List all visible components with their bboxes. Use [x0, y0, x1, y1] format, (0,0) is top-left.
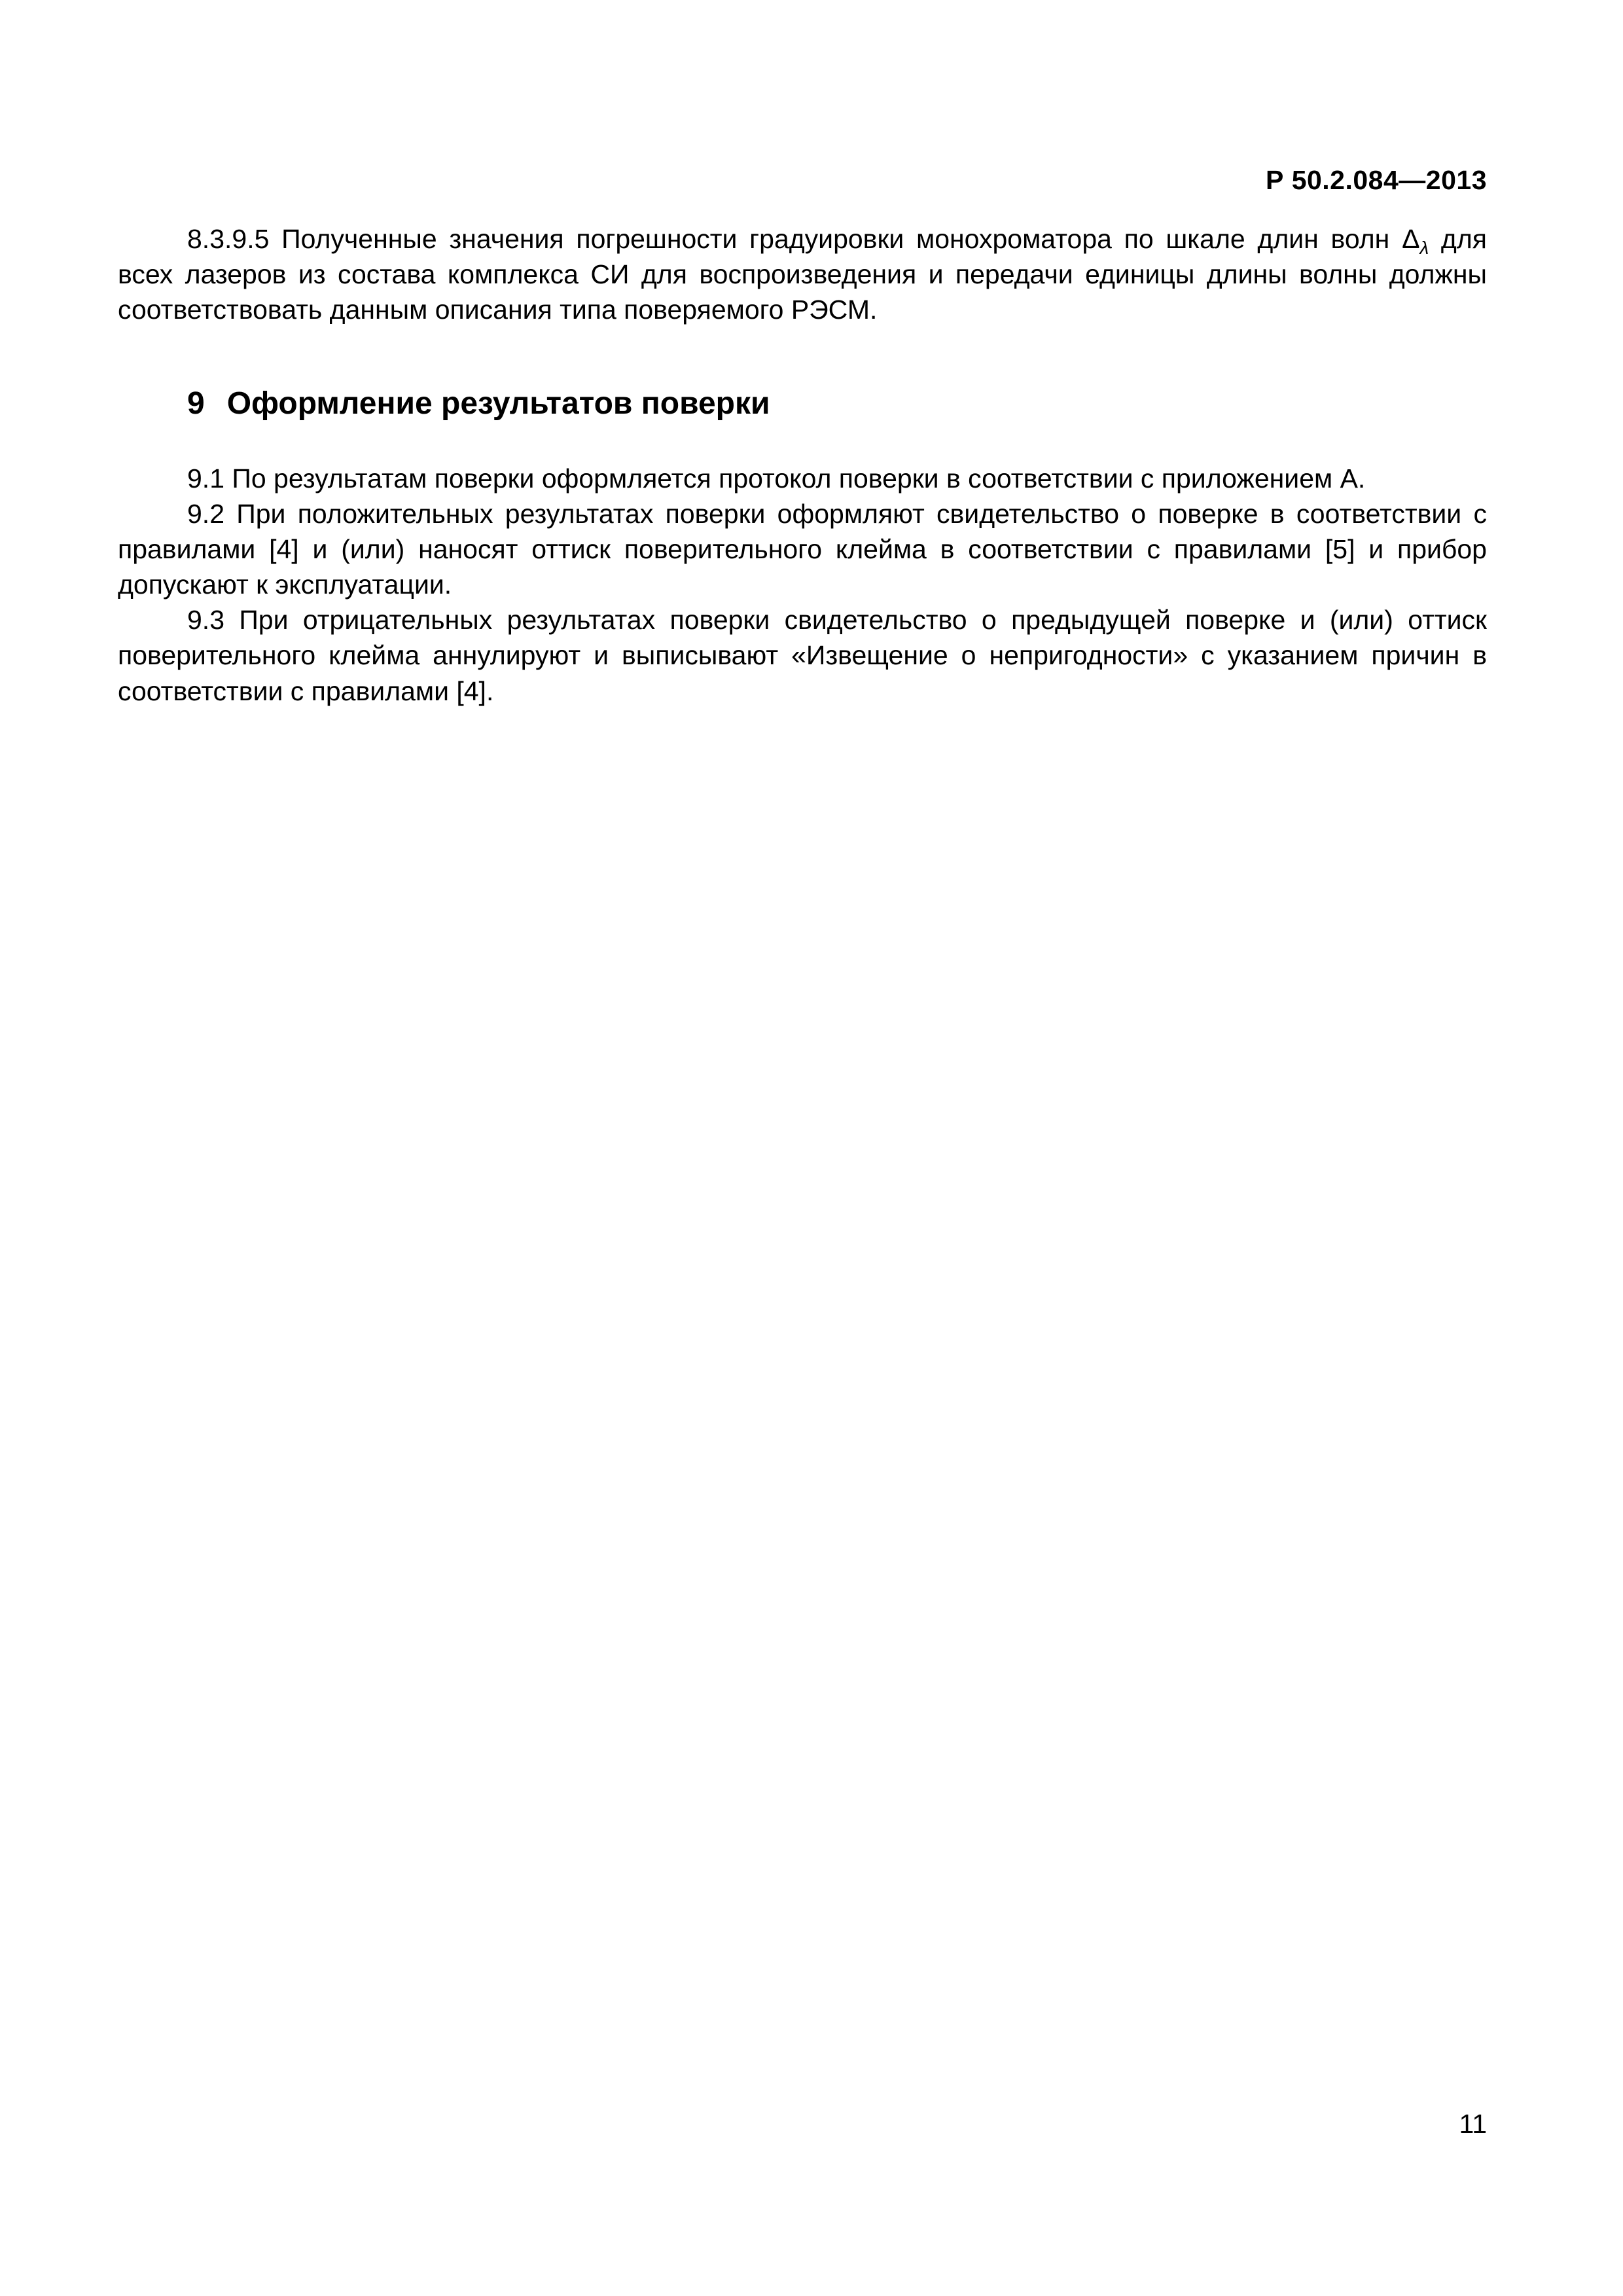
- lambda-subscript: λ: [1419, 238, 1429, 259]
- paragraph-8-3-9-5-text-start: 8.3.9.5 Полученные значения погрешности градуировки монохроматора по шкале длин волн: [187, 224, 1402, 254]
- section-9-title: Оформление результатов поверки: [226, 386, 770, 422]
- paragraph-8-3-9-5-text-end: для всех лазеров из состава комплекса СИ для воспроизведения и передачи единицы длины волны должны соответствовать данным описания типа поверяемого РЭСМ.: [118, 224, 1487, 325]
- paragraph-8-3-9-5: [118, 221, 1487, 327]
- document-code-header: Р 50.2.084—2013: [1265, 165, 1487, 195]
- page-number: 11: [1459, 2109, 1487, 2139]
- section-9-number: 9: [187, 386, 205, 422]
- paragraph-9-1: 9.1 По результатам поверки оформляется протокол поверки в соответствии с приложением А.: [187, 463, 1366, 493]
- document-body: [118, 221, 1487, 709]
- delta-lambda-symbol: [1402, 224, 1429, 259]
- section-9-heading: [118, 385, 1487, 423]
- paragraph-9-3: 9.3 При отрицательных результатах поверки свидетельство о предыдущей поверке и (или) оттиск поверительного клейма аннулируют и выписывают «Извещение о непригодности» с указанием причин в соответствии с правилами [4].: [118, 605, 1487, 706]
- delta-glyph: Δ: [1402, 224, 1420, 254]
- paragraph-9-2: 9.2 При положительных результатах поверки оформляют свидетельство о поверке в соответствии с правилами [4] и (или) наносят оттиск поверительного клейма в соответствии с правилами [5] и прибор допускают к эксплуатации.: [118, 499, 1487, 600]
